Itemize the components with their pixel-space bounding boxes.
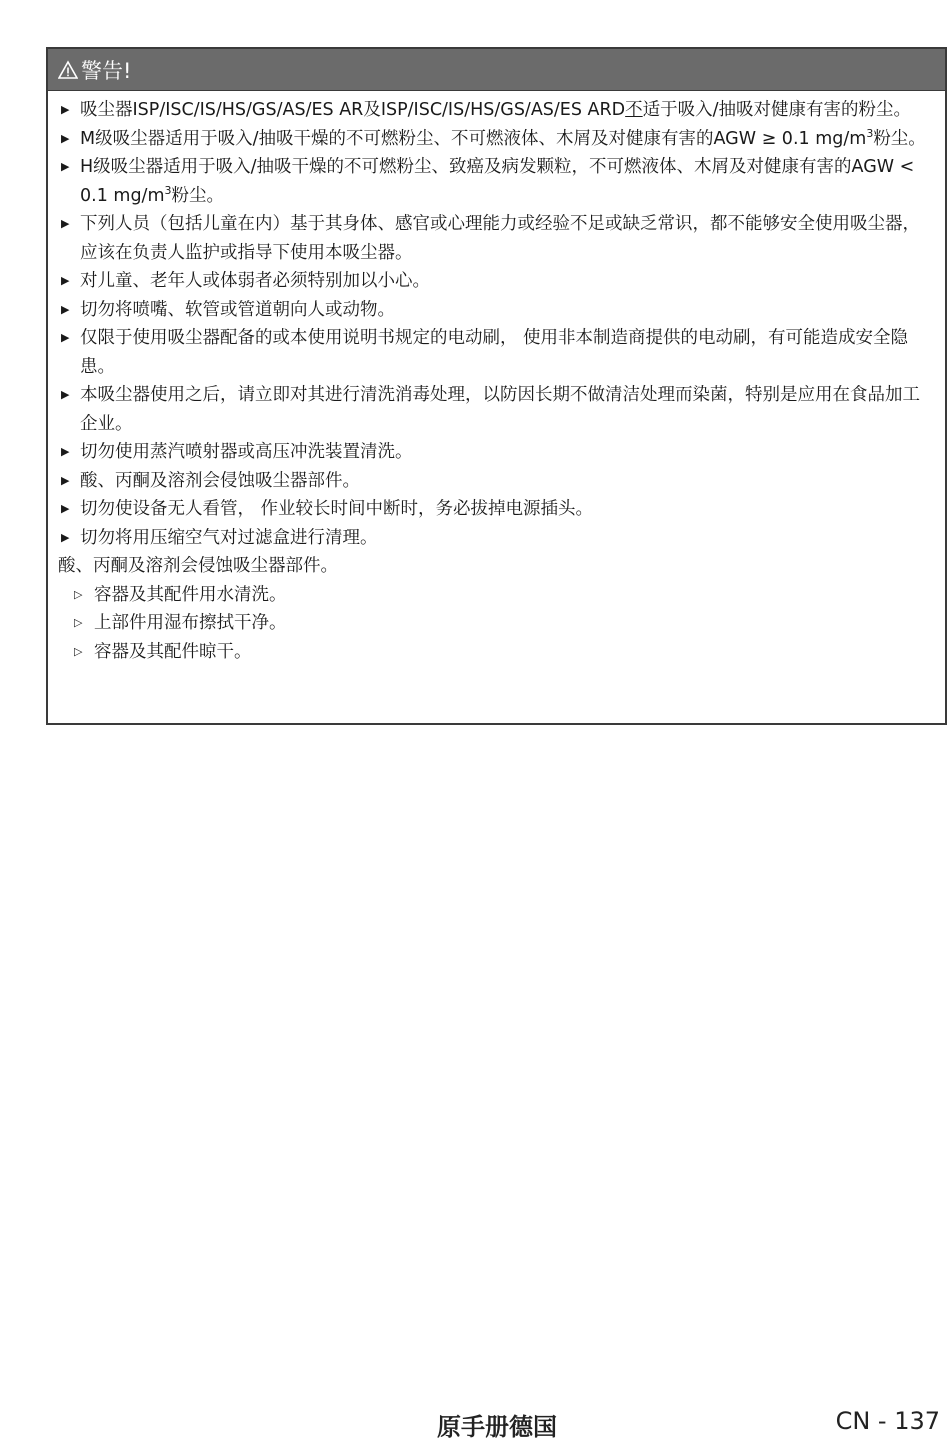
open-triangle-bullet-icon: ▷ [74,644,83,658]
warning-item: ▶ 仅限于使用吸尘器配备的或本使用说明书规定的电动刷， 使用非本制造商提供的电动刷，有可能造成安全隐患。 [58,324,933,381]
sub-list-item: ▷ 容器及其配件晾干。 [58,638,933,667]
bullet-arrow-icon: ▶ [61,160,70,173]
warning-content [48,91,945,666]
sub-list-item: ▷ 容器及其配件用水清洗。 [58,581,933,610]
bullet-arrow-icon: ▶ [61,388,70,401]
bullet-arrow-icon: ▶ [61,530,70,544]
warning-item: ▶ M级吸尘器适用于吸入/抽吸干燥的不可燃粉尘、不可燃液体、木屑及对健康有害的AGW ≥ 0.1 $mg/m^3$粉尘。 [58,125,933,154]
footer-manual-origin: 原手册德国 [437,1413,557,1441]
warning-item: ▶ 切勿将用压缩空气对过滤盒进行清理。 [58,524,933,553]
warning-note: 酸、丙酮及溶剂会侵蚀吸尘器部件。 [58,556,338,576]
bullet-arrow-icon: ▶ [61,445,70,458]
open-triangle-bullet-icon: ▷ [74,616,83,629]
sub-list-item: ▷ 上部件用湿布擦拭干净。 [58,609,933,638]
bullet-arrow-icon: ▶ [61,103,70,116]
warning-item: ▶ 切勿将喷嘴、软管或管道朝向人或动物。 [58,296,933,325]
warning-triangle-icon [58,60,78,80]
bullet-arrow-icon: ▶ [61,217,70,230]
bullet-arrow-icon: ▶ [61,502,70,515]
bullet-arrow-icon: ▶ [61,274,70,287]
bullet-arrow-icon: ▶ [61,131,70,145]
warning-title: 警告! [81,58,132,83]
warning-item: ▶ 切勿使用蒸汽喷射器或高压冲洗装置清洗。 [58,438,933,467]
open-triangle-bullet-icon: ▷ [74,587,83,601]
warning-item: ▶ 酸、丙酮及溶剂会侵蚀吸尘器部件。 [58,467,933,496]
bullet-arrow-icon: ▶ [61,302,70,316]
warning-item: ▶ H级吸尘器适用于吸入/抽吸干燥的不可燃粉尘、致癌及病发颗粒，不可燃液体、木屑及对健康有害的AGW < 0.1 $mg/m^3$粉尘。 [58,153,933,210]
page-number: CN - 137 [835,1407,940,1435]
bullet-arrow-icon: ▶ [61,473,70,487]
warning-item: ▶ 本吸尘器使用之后，请立即对其进行清洗消毒处理，以防因长期不做清洁处理而染菌，特别是应用在食品加工企业。 [58,381,933,438]
warning-item: ▶ 下列人员（包括儿童在内）基于其身体、感官或心理能力或经验不足或缺乏常识，都不能够安全使用吸尘器，应该在负责人监护或指导下使用本吸尘器。 [58,210,933,267]
warning-header [48,49,945,91]
warning-item: ▶ 吸尘器ISP/ISC/IS/HS/GS/AS/ES AR及ISP/ISC/IS/HS/GS/AS/ES ARD不适于吸入/抽吸对健康有害的粉尘。 [58,96,933,125]
warning-box [46,47,947,725]
bullet-arrow-icon: ▶ [61,331,70,344]
warning-item: ▶ 对儿童、老年人或体弱者必须特别加以小心。 [58,267,933,296]
warning-item: ▶ 切勿使设备无人看管， 作业较长时间中断时，务必拔掉电源插头。 [58,495,933,524]
